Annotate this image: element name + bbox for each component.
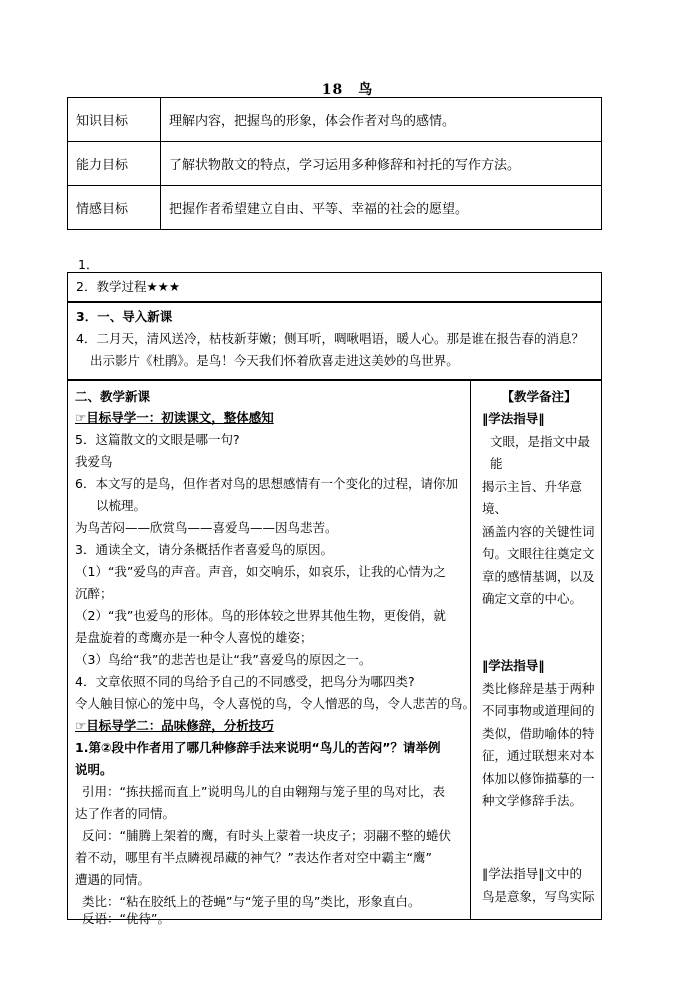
content-line: （3）鸟给“我”的悲苦也是让“我”喜爱鸟的原因之一。 xyxy=(75,652,372,667)
content-line: 3．通读全文，请分条概括作者喜爱鸟的原因。 xyxy=(75,542,333,557)
note-line: 种文学修辞手法。 xyxy=(482,793,583,808)
note-line: 类比修辞是基于两种 xyxy=(482,680,595,696)
note-line: 不同事物或道理间的 xyxy=(482,703,595,718)
note-line: 鸟是意象，写鸟实际 xyxy=(482,888,595,904)
page-title: 18 鸟 xyxy=(321,82,374,98)
goal-label: 情感目标 xyxy=(68,186,161,230)
content-line: 类比：“粘在胶纸上的苍蝇”与“笼子里的鸟”类比，形象直白。 xyxy=(82,894,421,909)
column-divider xyxy=(470,380,471,920)
content-line: 6．本文写的是鸟，但作者对鸟的思想感情有一个变化的过程，请你加 xyxy=(75,476,458,491)
method-note xyxy=(478,863,600,908)
goals-table xyxy=(67,97,602,230)
method-note xyxy=(478,408,600,611)
goal-row xyxy=(68,98,602,142)
content-line: 反问：“脯腾上架着的鹰，有时头上蒙着一块皮子；羽翮不整的蜷伏 xyxy=(82,828,451,843)
method-note-title: ‖学法指导‖文中的 xyxy=(482,866,583,881)
method-note xyxy=(478,655,600,813)
main-heading: 二、教学新课 xyxy=(75,389,151,404)
note-line: 章的感情基调，以及 xyxy=(482,568,595,584)
method-note-title: ‖学法指导‖ xyxy=(482,411,545,426)
content-line: 我爱鸟 xyxy=(75,454,113,469)
content-line: 是盘旋着的鸢鹰亦是一种令人喜悦的雄姿； xyxy=(75,630,313,645)
content-line: （2）“我”也爱鸟的形体。鸟的形体较之世界其他生物，更俊俏，就 xyxy=(75,608,446,623)
intro-heading: 3．一、导入新课 xyxy=(76,309,173,324)
process-box xyxy=(67,272,602,302)
note-line: 涵盖内容的关键性词 xyxy=(482,523,595,539)
goal-row xyxy=(68,186,602,230)
content-line: 令人触目惊心的笼中鸟，令人喜悦的鸟，令人憎恶的鸟，令人悲苦的鸟。 xyxy=(75,696,476,711)
note-line: 文眼，是指文中最能 xyxy=(490,433,591,471)
rating-stars: ★★★ xyxy=(146,279,181,294)
content-line: 说明。 xyxy=(75,762,113,777)
notes-heading: 【教学备注】 xyxy=(501,389,577,404)
goal-text: 理解内容，把握鸟的形象，体会作者对鸟的感情。 xyxy=(161,98,602,142)
note-line: 确定文章的中心。 xyxy=(482,591,583,606)
content-line: 着不动，哪里有半点瞵视昂藏的神气？”表达作者对空中霸主“鹰” xyxy=(75,850,432,865)
note-line: 征，通过联想来对本 xyxy=(482,748,595,763)
content-line: 沉醉； xyxy=(75,586,113,601)
goal-label: 知识目标 xyxy=(68,98,161,142)
item-one: 1． xyxy=(78,257,99,272)
objective-two xyxy=(75,717,274,735)
note-line: 类似，借助喻体的特 xyxy=(482,725,595,741)
goal-text: 把握作者希望建立自由、平等、幸福的社会的愿望。 xyxy=(161,186,602,230)
note-line: 句。文眼往往奠定文 xyxy=(482,546,595,561)
process-label: 2．教学过程 xyxy=(76,279,147,294)
intro-line: 4．二月天，清风送冷，枯枝新芽嫩；侧耳听，啁啾唱语，暖人心。那是谁在报告春的消息？ xyxy=(76,331,584,346)
content-line: 为鸟苦闷——欣赏鸟——喜爱鸟——因鸟悲苦。 xyxy=(75,520,338,535)
content-line: 1.第②段中作者用了哪几种修辞手法来说明“鸟儿的苦闷”？请举例 xyxy=(75,740,441,755)
content-line: 达了作者的同情。 xyxy=(75,806,176,821)
content-line: 反语：“优待”。 xyxy=(82,911,170,926)
objective-one-text: ☞目标导学一：初读课文，整体感知 xyxy=(75,410,274,425)
intro-line: 出示影片《杜鹃》。是鸟！今天我们怀着欣喜走进这美妙的鸟世界。 xyxy=(90,353,459,368)
content-line: 以梳理。 xyxy=(96,498,147,513)
goal-label: 能力目标 xyxy=(68,142,161,186)
intro-box xyxy=(67,302,602,380)
note-line: 体加以修饰描摹的一 xyxy=(482,770,595,786)
goal-row xyxy=(68,142,602,186)
objective-two-text: ☞目标导学二：品味修辞，分析技巧 xyxy=(75,718,274,733)
content-line: 5．这篇散文的文眼是哪一句? xyxy=(75,432,240,447)
method-note-title: ‖学法指导‖ xyxy=(482,658,545,673)
process-heading xyxy=(76,278,180,296)
content-line: 遭遇的同情。 xyxy=(75,872,151,887)
objective-one xyxy=(75,409,274,427)
goal-text: 了解状物散文的特点，学习运用多种修辞和衬托的写作方法。 xyxy=(161,142,602,186)
note-line: 揭示主旨、升华意境、 xyxy=(482,478,583,516)
content-line: 引用：“拣扶摇而直上”说明鸟儿的自由翱翔与笼子里的鸟对比，表 xyxy=(82,784,445,799)
content-line: 4．文章依照不同的鸟给予自己的不同感受，把鸟分为哪四类? xyxy=(75,674,415,689)
content-line: （1）“我”爱鸟的声音。声音，如交响乐，如哀乐，让我的心情为之 xyxy=(75,564,446,579)
